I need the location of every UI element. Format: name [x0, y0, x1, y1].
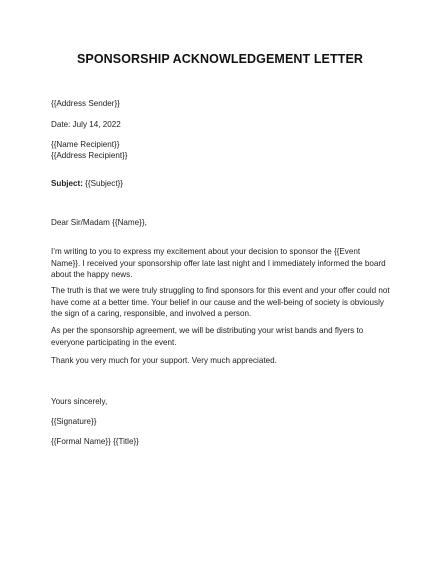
name-recipient: {{Name Recipient}} [51, 140, 120, 149]
body-paragraph-3: As per the sponsorship agreement, we will be distributing your wrist bands and flyers to everyone participating in the event. [51, 326, 364, 347]
subject-label: Subject: [51, 179, 83, 188]
salutation: Dear Sir/Madam {{Name}}, [51, 218, 147, 227]
body-paragraph-4: Thank you very much for your support. Very much appreciated. [51, 356, 277, 365]
body-paragraph-2: The truth is that we were truly struggling to find sponsors for this event and your offer could not have come at a better time. Your belief in our cause and the well-being of society is obviously the sign of a caring, responsible, and involved a person. [51, 286, 390, 318]
letter-date: Date: July 14, 2022 [51, 120, 121, 129]
address-recipient: {{Address Recipient}} [51, 151, 128, 160]
letter-title: SPONSORSHIP ACKNOWLEDGEMENT LETTER [76, 52, 364, 66]
address-sender: {{Address Sender}} [51, 99, 120, 108]
signature: {{Signature}} [51, 417, 97, 426]
subject-value: {{Subject}} [82, 179, 123, 188]
closing: Yours sincerely, [51, 397, 108, 406]
subject-line [51, 178, 123, 190]
formal-name-title: {{Formal Name}} {{Title}} [51, 437, 139, 446]
body-paragraph-1: I’m writing to you to express my excitement about your decision to sponsor the {{Event Name}}. I received your sponsorship offer late last night and I immediately informed the board about the happy news. [51, 247, 386, 279]
